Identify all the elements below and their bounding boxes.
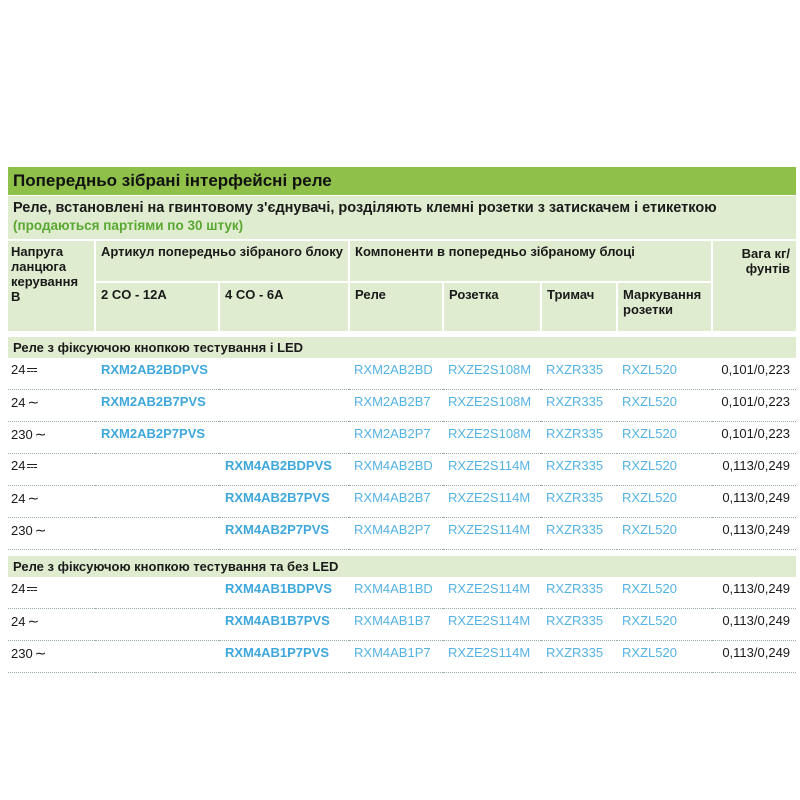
- article-2co-12a: [95, 609, 219, 641]
- article-2co-12a: [95, 518, 219, 550]
- voltage-cell: [8, 609, 95, 641]
- header-relay: Реле: [349, 282, 443, 331]
- voltage-value: 230: [11, 523, 33, 538]
- table-row: [8, 577, 796, 609]
- dc-current-icon: [27, 587, 37, 593]
- header-socket: Розетка: [443, 282, 541, 331]
- marking-code: RXZL520: [617, 486, 712, 518]
- page-title: Попередньо зібрані інтерфейсні реле: [8, 167, 796, 196]
- section-title: Реле з фіксуючою кнопкою тестування та без LED: [8, 556, 796, 577]
- table-body: [8, 331, 796, 673]
- marking-code: RXZL520: [617, 454, 712, 486]
- relay-code: RXM4AB1B7: [349, 609, 443, 641]
- weight-value: 0,113/0,249: [712, 454, 796, 486]
- voltage-value: 24: [11, 362, 26, 377]
- ac-current-icon: ∼: [27, 394, 40, 410]
- voltage-value: 24: [11, 581, 26, 596]
- weight-value: 0,113/0,249: [712, 577, 796, 609]
- voltage-cell: [8, 641, 95, 673]
- weight-value: 0,113/0,249: [712, 486, 796, 518]
- weight-value: 0,101/0,223: [712, 422, 796, 454]
- header-article: Артикул попередньо зібраного блоку: [95, 241, 349, 282]
- relay-table: [8, 241, 796, 673]
- socket-code: RXZE2S114M: [443, 641, 541, 673]
- header-marking: Маркування розетки: [617, 282, 712, 331]
- article-2co-12a: RXM2AB2B7PVS: [95, 390, 219, 422]
- voltage-value: 24: [11, 458, 26, 473]
- clamp-code: RXZR335: [541, 486, 617, 518]
- clamp-code: RXZR335: [541, 358, 617, 390]
- marking-code: RXZL520: [617, 518, 712, 550]
- header-components: Компоненти в попередньо зібраному блоці: [349, 241, 712, 282]
- article-4co-6a: RXM4AB2BDPVS: [219, 454, 349, 486]
- article-4co-6a: RXM4AB1P7PVS: [219, 641, 349, 673]
- weight-value: 0,113/0,249: [712, 609, 796, 641]
- clamp-code: RXZR335: [541, 390, 617, 422]
- voltage-value: 230: [11, 646, 33, 661]
- header-clamp: Тримач: [541, 282, 617, 331]
- dc-current-icon: [27, 464, 37, 470]
- table-row: [8, 486, 796, 518]
- clamp-code: RXZR335: [541, 641, 617, 673]
- article-4co-6a: RXM4AB2B7PVS: [219, 486, 349, 518]
- relay-table-block: [8, 167, 796, 673]
- dc-current-icon: [27, 368, 37, 374]
- article-4co-6a: [219, 358, 349, 390]
- header-co12: 2 CO - 12A: [95, 282, 219, 331]
- socket-code: RXZE2S108M: [443, 358, 541, 390]
- socket-code: RXZE2S114M: [443, 518, 541, 550]
- header-voltage: Напруга ланцюга керування В: [8, 241, 95, 331]
- socket-code: RXZE2S114M: [443, 609, 541, 641]
- article-4co-6a: RXM4AB2P7PVS: [219, 518, 349, 550]
- clamp-code: RXZR335: [541, 454, 617, 486]
- socket-code: RXZE2S108M: [443, 390, 541, 422]
- voltage-cell: [8, 422, 95, 454]
- relay-code: RXM2AB2P7: [349, 422, 443, 454]
- table-row: [8, 390, 796, 422]
- clamp-code: RXZR335: [541, 609, 617, 641]
- relay-code: RXM4AB2BD: [349, 454, 443, 486]
- voltage-value: 24: [11, 614, 26, 629]
- article-4co-6a: RXM4AB1BDPVS: [219, 577, 349, 609]
- article-2co-12a: RXM2AB2P7PVS: [95, 422, 219, 454]
- relay-code: RXM2AB2BD: [349, 358, 443, 390]
- ac-current-icon: ∼: [34, 426, 47, 442]
- article-2co-12a: [95, 577, 219, 609]
- marking-code: RXZL520: [617, 577, 712, 609]
- marking-code: RXZL520: [617, 390, 712, 422]
- section-header: [8, 556, 796, 577]
- table-row: [8, 422, 796, 454]
- article-4co-6a: [219, 422, 349, 454]
- voltage-cell: [8, 358, 95, 390]
- table-row: [8, 358, 796, 390]
- weight-value: 0,113/0,249: [712, 518, 796, 550]
- socket-code: RXZE2S114M: [443, 454, 541, 486]
- socket-code: RXZE2S108M: [443, 422, 541, 454]
- ac-current-icon: ∼: [34, 645, 47, 661]
- clamp-code: RXZR335: [541, 518, 617, 550]
- article-4co-6a: RXM4AB1B7PVS: [219, 609, 349, 641]
- article-4co-6a: [219, 390, 349, 422]
- marking-code: RXZL520: [617, 422, 712, 454]
- ac-current-icon: ∼: [34, 522, 47, 538]
- header-weight: Вага кг/фунтів: [712, 241, 796, 331]
- voltage-cell: [8, 486, 95, 518]
- header-co6: 4 CO - 6A: [219, 282, 349, 331]
- relay-code: RXM4AB2P7: [349, 518, 443, 550]
- relay-code: RXM4AB1BD: [349, 577, 443, 609]
- marking-code: RXZL520: [617, 358, 712, 390]
- ac-current-icon: ∼: [27, 490, 40, 506]
- section-header: [8, 337, 796, 358]
- subtitle: [8, 196, 796, 241]
- subtitle-text: Реле, встановлені на гвинтовому з'єднувачі, розділяють клемні розетки з затискачем і етикеткою: [13, 200, 717, 216]
- socket-code: RXZE2S114M: [443, 486, 541, 518]
- weight-value: 0,101/0,223: [712, 358, 796, 390]
- section-title: Реле з фіксуючою кнопкою тестування і LED: [8, 337, 796, 358]
- weight-value: 0,113/0,249: [712, 641, 796, 673]
- subtitle-note: (продаються партіями по 30 штук): [13, 218, 244, 233]
- relay-code: RXM2AB2B7: [349, 390, 443, 422]
- marking-code: RXZL520: [617, 641, 712, 673]
- article-2co-12a: [95, 486, 219, 518]
- relay-code: RXM4AB2B7: [349, 486, 443, 518]
- weight-value: 0,101/0,223: [712, 390, 796, 422]
- voltage-value: 24: [11, 395, 26, 410]
- voltage-cell: [8, 390, 95, 422]
- voltage-cell: [8, 454, 95, 486]
- table-row: [8, 454, 796, 486]
- table-row: [8, 641, 796, 673]
- ac-current-icon: ∼: [27, 613, 40, 629]
- marking-code: RXZL520: [617, 609, 712, 641]
- voltage-value: 24: [11, 491, 26, 506]
- relay-code: RXM4AB1P7: [349, 641, 443, 673]
- socket-code: RXZE2S114M: [443, 577, 541, 609]
- article-2co-12a: RXM2AB2BDPVS: [95, 358, 219, 390]
- voltage-value: 230: [11, 427, 33, 442]
- article-2co-12a: [95, 454, 219, 486]
- table-row: [8, 518, 796, 550]
- voltage-cell: [8, 518, 95, 550]
- clamp-code: RXZR335: [541, 577, 617, 609]
- clamp-code: RXZR335: [541, 422, 617, 454]
- table-row: [8, 609, 796, 641]
- table-header: [8, 241, 796, 331]
- article-2co-12a: [95, 641, 219, 673]
- voltage-cell: [8, 577, 95, 609]
